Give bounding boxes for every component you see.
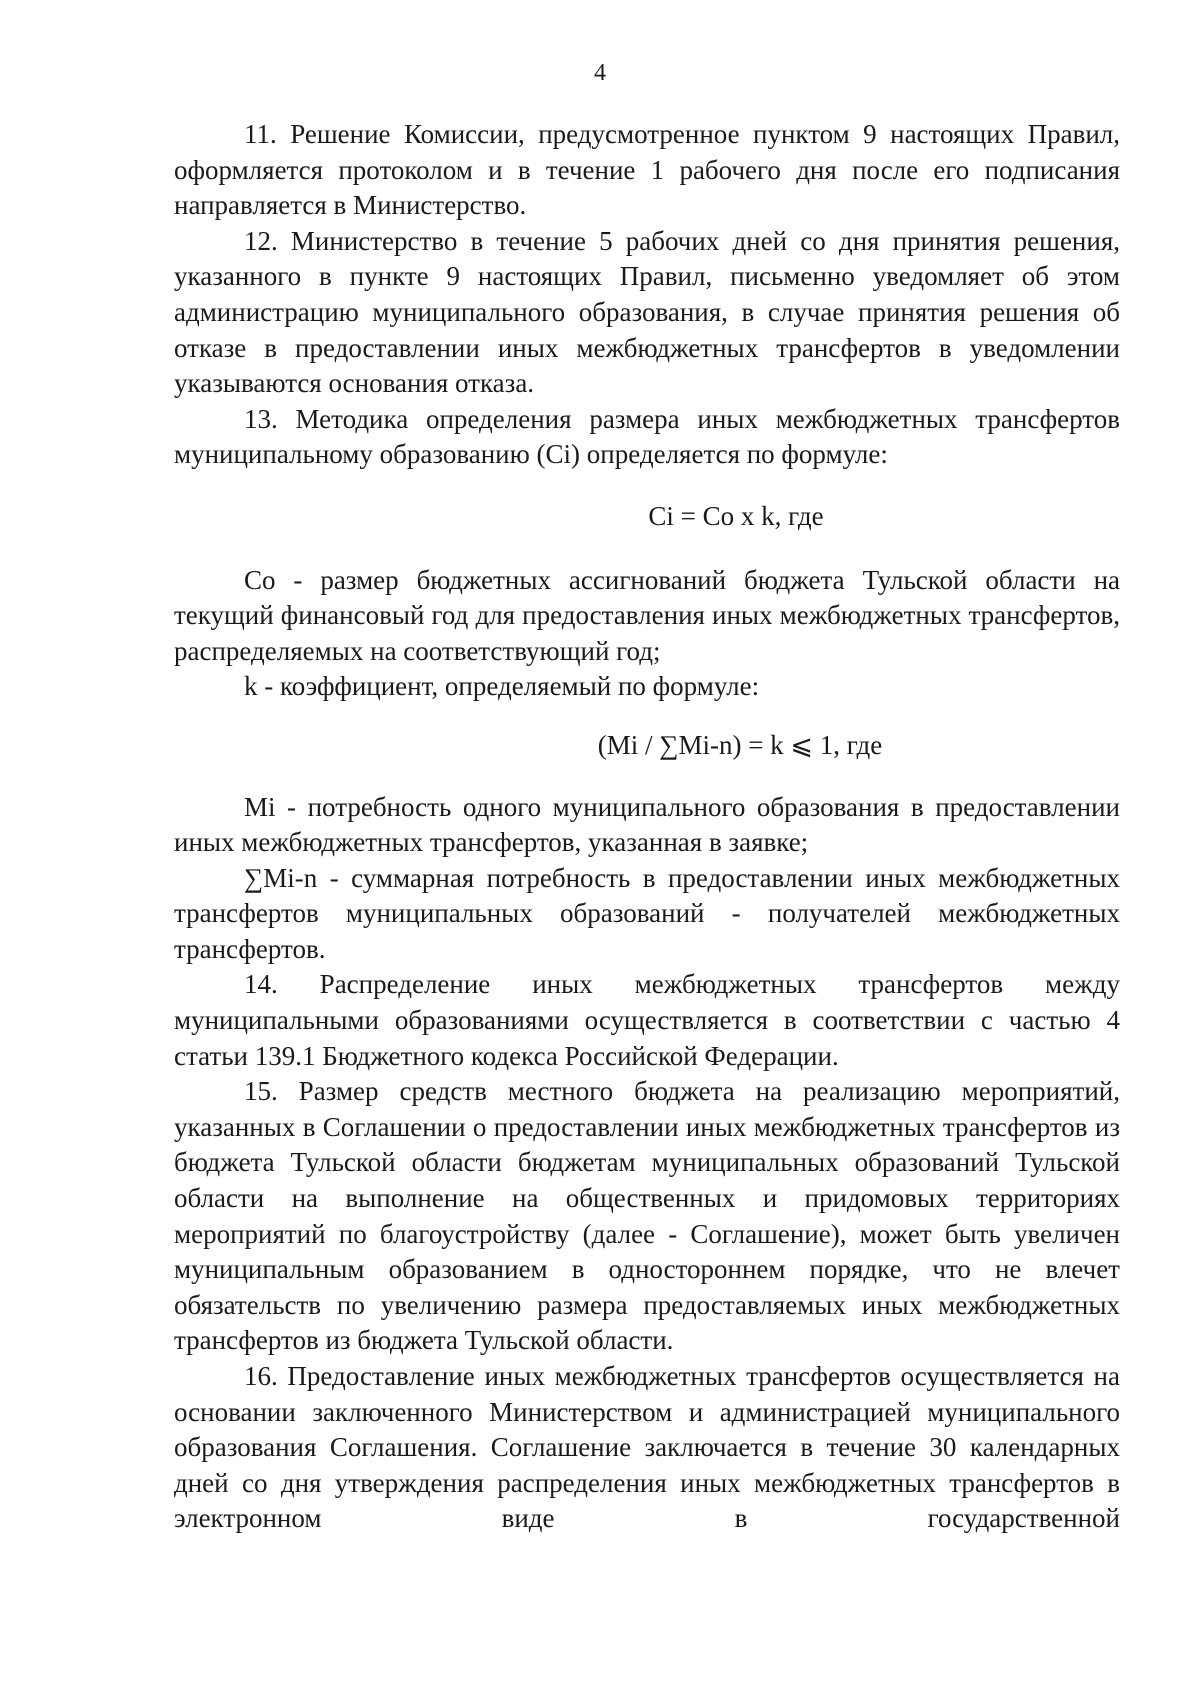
- paragraph-15: 15. Размер средств местного бюджета на реализацию мероприятий, указанных в Соглашении о предоставлении иных межбюджетных трансфертов из бюджета Тульской области бюджетам муниципальных образований Тульской области на выполнение на общественных и придомовых территориях мероприятий по благоустройству (далее - Соглашение), может быть увеличен муниципальным образованием в одностороннем порядке, что не влечет обязательств по увеличению размера предоставляемых иных межбюджетных трансфертов из бюджета Тульской области.: [174, 1076, 1120, 1356]
- definition-sum-mi: ∑Mi-n - суммарная потребность в предоставлении иных межбюджетных трансфертов муниципальных образований - получателей межбюджетных трансфертов.: [174, 862, 1120, 964]
- paragraph-12: 12. Министерство в течение 5 рабочих дней со дня принятия решения, указанного в пункте 9 настоящих Правил, письменно уведомляет об этом администрацию муниципального образования, в случае принятия решения об отказе в предоставлении иных межбюджетных трансфертов в уведомлении указываются основания отказа.: [174, 225, 1120, 399]
- definition-mi: Mi - потребность одного муниципального образования в предоставлении иных межбюджетных трансфертов, указанная в заявке;: [174, 791, 1120, 858]
- formula-k: (Mi / ∑Mi-n) = k ⩽ 1, где: [597, 729, 883, 760]
- paragraph-11: 11. Решение Комиссии, предусмотренное пунктом 9 настоящих Правил, оформляется протоколом и в течение 1 рабочего дня после его подписания направляется в Министерство.: [174, 119, 1120, 221]
- paragraph-14: 14. Распределение иных межбюджетных трансфертов между муниципальными образованиями осуществляется в соответствии с частью 4 статьи 139.1 Бюджетного кодекса Российской Федерации.: [174, 969, 1120, 1071]
- page-number: 4: [594, 60, 606, 86]
- definition-k: k - коэффициент, определяемый по формуле:: [244, 671, 760, 702]
- definition-co: Co - размер бюджетных ассигнований бюджета Тульской области на текущий финансовый год для предоставления иных межбюджетных трансфертов, распределяемых на соответствующий год;: [174, 564, 1120, 666]
- document-body: [174, 117, 1120, 1537]
- formula-ci: Ci = Co x k, где: [648, 500, 824, 531]
- paragraph-13: 13. Методика определения размера иных межбюджетных трансфертов муниципальному образованию (Ci) определяется по формуле:: [174, 403, 1120, 470]
- paragraph-16: 16. Предоставление иных межбюджетных трансфертов осуществляется на основании заключенного Министерством и администрацией муниципального образования Соглашения. Соглашение заключается в течение 30 календарных дней со дня утверждения распределения иных межбюджетных трансфертов в электронном виде в государственной: [174, 1361, 1120, 1534]
